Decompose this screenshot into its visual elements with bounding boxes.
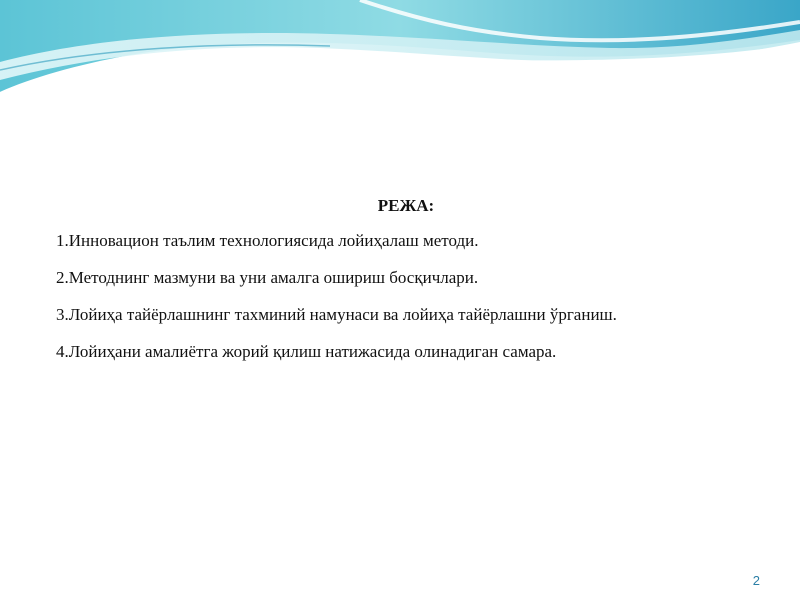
- page-number: 2: [752, 573, 760, 588]
- header-wave-decoration: [0, 0, 800, 110]
- plan-item-3: 3.Лойиҳа тайёрлашнинг тахминий намунаси ва лойиҳа тайёрлашни ўрганиш.: [56, 305, 617, 324]
- plan-item-2: 2.Методнинг мазмуни ва уни амалга ошириш босқичлари.: [56, 268, 479, 287]
- plan-item-1: 1.Инновацион таълим технологиясида лойиҳалаш методи.: [56, 231, 479, 250]
- plan-title: РЕЖА:: [377, 196, 435, 215]
- plan-content: [56, 196, 756, 378]
- plan-item-4: 4.Лойиҳани амалиётга жорий қилиш натижасида олинадиган самара.: [56, 342, 557, 361]
